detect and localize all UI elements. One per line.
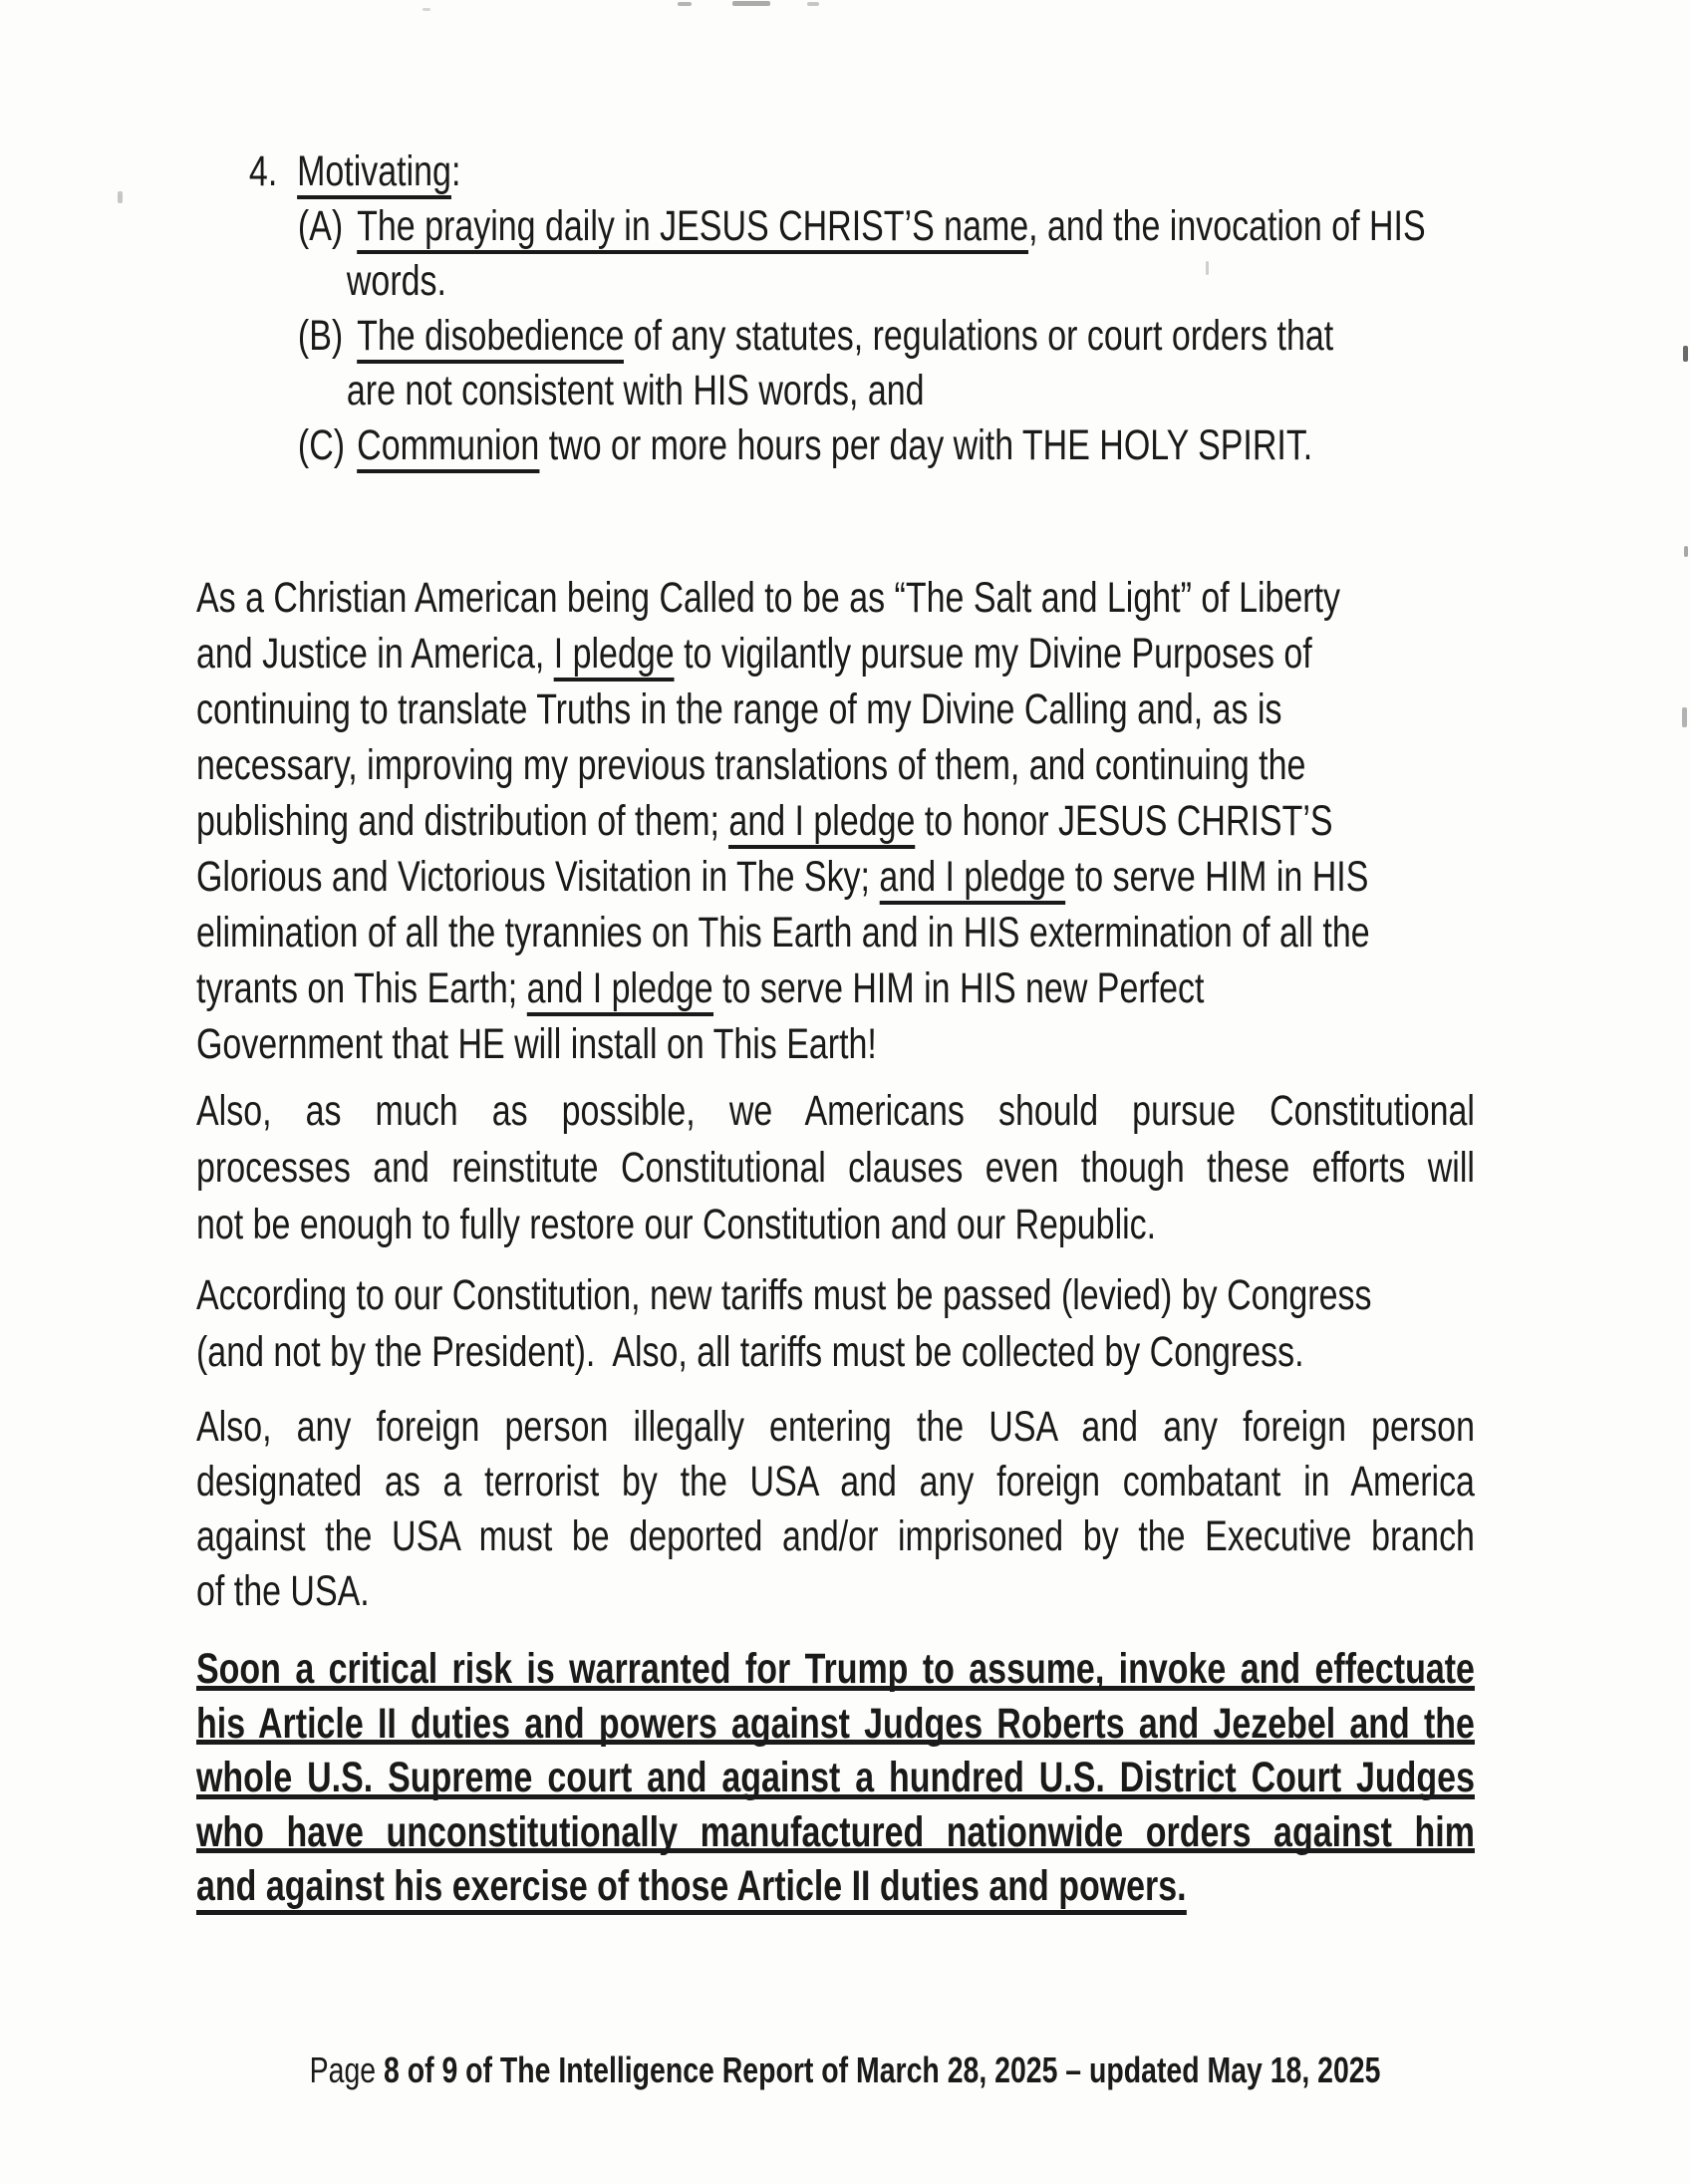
text-run: whole U.S. Supreme court and against a hundred U.S. District Court Judges: [196, 1754, 1475, 1801]
text-run: to serve HIM in HIS new Perfect: [712, 964, 1205, 1012]
text-run: (and not by the President). Also, all tariffs must be collected by Congress.: [196, 1328, 1304, 1376]
scan-artifact: [1683, 346, 1688, 362]
text-run: According to our Constitution, new tariffs must be passed (levied) by Congress: [196, 1271, 1372, 1319]
underlined-phrase: and I pledge: [728, 797, 915, 849]
text-line: [196, 1859, 1475, 1914]
underlined-phrase: I pledge: [554, 630, 675, 682]
text-run: Soon a critical risk is warranted for Trump to assume, invoke and effectuate: [196, 1645, 1475, 1693]
text-run: Glorious and Victorious Visitation in The Sky;: [196, 853, 880, 901]
text-run: elimination of all the tyrannies on This Earth and in HIS extermination of all the: [196, 909, 1370, 956]
text-run: are not consistent with HIS words, and: [346, 367, 925, 414]
text-line: [196, 1267, 1475, 1324]
text-line: [196, 1400, 1475, 1455]
deportation-paragraph: [196, 1400, 1475, 1619]
text-line: [196, 1016, 1475, 1072]
list-marker: (C): [297, 421, 346, 469]
scan-artifact: [678, 2, 692, 6]
text-line: [196, 1642, 1475, 1697]
text-run: Government that HE will install on This Earth!: [196, 1020, 877, 1068]
text-line: [196, 793, 1475, 849]
text-run: words.: [346, 257, 446, 305]
page-footer: [0, 2048, 1690, 2092]
motivating-numbered-list: [196, 144, 1475, 473]
text-line: [196, 199, 1475, 254]
text-line: [196, 1197, 1475, 1253]
text-run: , and the invocation of HIS: [1028, 202, 1426, 250]
text-line: [196, 737, 1475, 793]
text-line: [196, 570, 1475, 626]
text-run: against the USA must be deported and/or imprisoned by the Executive branch: [196, 1512, 1475, 1560]
text-run: two or more hours per day with THE HOLY SPIRIT.: [539, 421, 1313, 469]
text-run: and Justice in America,: [196, 630, 554, 678]
text-line: [196, 254, 1475, 309]
text-run: Also, as much as possible, we Americans should pursue Constitutional: [196, 1087, 1475, 1135]
text-run: tyrants on This Earth;: [196, 964, 527, 1012]
text-line: [196, 1140, 1475, 1197]
text-line: [196, 418, 1475, 473]
text-line: [196, 960, 1475, 1016]
text-line: [196, 1324, 1475, 1381]
text-line: [196, 905, 1475, 960]
underlined-phrase: and against his exercise of those Article II duties and powers.: [196, 1862, 1187, 1915]
text-run: designated as a terrorist by the USA and any foreign combatant in America: [196, 1458, 1475, 1505]
scan-artifact: [118, 191, 123, 203]
text-run: Also, any foreign person illegally entering the USA and any foreign person: [196, 1403, 1475, 1451]
text-run: to vigilantly pursue my Divine Purposes of: [674, 630, 1312, 678]
text-run: publishing and distribution of them;: [196, 797, 729, 845]
list-marker: (A): [297, 202, 344, 250]
text-line: [196, 309, 1475, 364]
text-line: [196, 1697, 1475, 1752]
text-line: [196, 626, 1475, 682]
text-run: his Article II duties and powers against Judges Roberts and Jezebel and the: [196, 1699, 1475, 1748]
text-line: [196, 1805, 1475, 1860]
text-line: [196, 1455, 1475, 1509]
underlined-phrase: and I pledge: [527, 964, 713, 1016]
text-line: [196, 682, 1475, 737]
list-marker: 4.: [248, 147, 278, 195]
text-run: continuing to translate Truths in the range of my Divine Calling and, as is: [196, 685, 1282, 733]
text-run: who have unconstitutionally manufactured nationwide orders against him: [196, 1807, 1475, 1856]
text-line: [196, 1751, 1475, 1805]
scan-artifact: [732, 1, 770, 6]
text-line: [196, 1509, 1475, 1564]
footer-page-label: Page: [309, 2049, 384, 2090]
scan-artifact: [807, 2, 819, 6]
list-marker: (B): [297, 312, 344, 360]
text-run: :: [450, 147, 461, 195]
scan-artifact: [1682, 707, 1687, 727]
underlined-phrase: and I pledge: [879, 853, 1065, 905]
text-line: [196, 849, 1475, 905]
trump-article-ii-paragraph: [196, 1642, 1475, 1914]
text-line: [196, 364, 1475, 418]
underlined-phrase: Motivating: [297, 147, 451, 199]
text-run: As a Christian American being Called to be as “The Salt and Light” of Liberty: [196, 574, 1341, 622]
text-run: not be enough to fully restore our Constitution and our Republic.: [196, 1201, 1157, 1248]
constitutional-processes-paragraph: [196, 1083, 1475, 1253]
text-run: processes and reinstitute Constitutional clauses even though these efforts will: [196, 1144, 1475, 1192]
text-line: [196, 1083, 1475, 1140]
text-run: of any statutes, regulations or court orders that: [624, 312, 1334, 360]
footer-report-title: 8 of 9 of The Intelligence Report of March 28, 2025 – updated May 18, 2025: [383, 2049, 1381, 2090]
text-run: to honor JESUS CHRIST’S: [915, 797, 1333, 845]
text-run: of the USA.: [196, 1567, 370, 1615]
text-run: necessary, improving my previous translations of them, and continuing the: [196, 741, 1306, 789]
text-line: [196, 144, 1475, 199]
underlined-phrase: Communion: [357, 421, 539, 473]
pledge-paragraph: [196, 570, 1475, 1072]
underlined-phrase: The praying daily in JESUS CHRIST’S name: [357, 202, 1028, 254]
text-line: [196, 1564, 1475, 1619]
underlined-phrase: The disobedience: [357, 312, 624, 364]
scan-artifact: [1684, 546, 1688, 557]
text-run: to serve HIM in HIS: [1065, 853, 1369, 901]
scan-artifact: [422, 8, 430, 11]
tariffs-paragraph: [196, 1267, 1475, 1381]
